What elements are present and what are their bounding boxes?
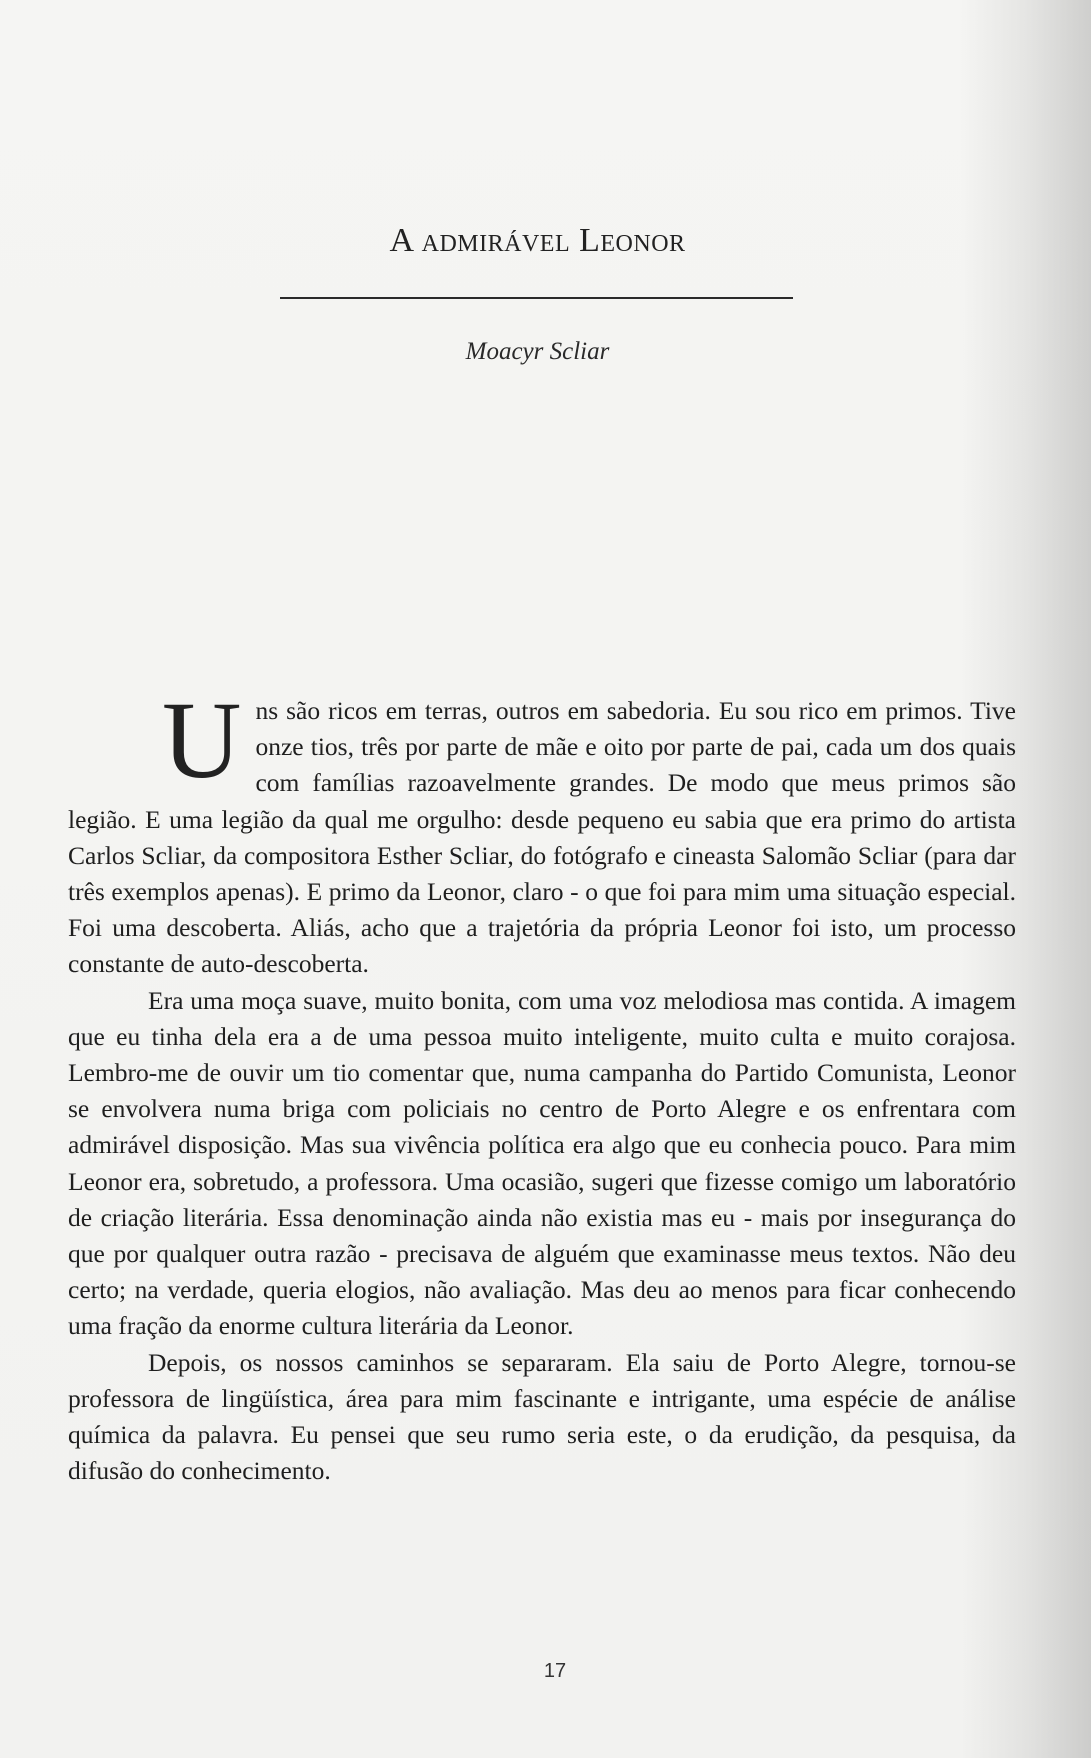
chapter-title: A admirável Leonor xyxy=(389,222,686,259)
paragraph-1-text: ns são ricos em terras, outros em sabedoria. Eu sou rico em primos. Tive onze tios, três por parte de mãe e oito por parte de pai, cada um dos quais com famílias razoavelmente grandes. De modo que meus primos são legião. E uma legião da qual me orgulho: desde pequeno eu sabia que era primo do artista Carlos Scliar, da compositora Esther Scliar, do fotógrafo e cineasta Salomão Scliar (para dar três exemplos apenas). E primo da Leonor, claro - o que foi para mim uma situação especial. Foi uma descoberta. Aliás, acho que a trajetória da própria Leonor foi isto, um processo constante de auto-descoberta. xyxy=(68,696,1016,979)
paragraph-3: Depois, os nossos caminhos se separaram. Ela saiu de Porto Alegre, tornou-se professora de lingüística, área para mim fascinante e intrigante, uma espécie de análise química da palavra. Eu pensei que seu rumo seria este, o da erudição, da pesquisa, da difusão do conhecimento. xyxy=(68,1347,1016,1486)
chapter-body xyxy=(68,679,1016,1489)
chapter-author: Moacyr Scliar xyxy=(465,338,610,365)
drop-cap: U xyxy=(162,679,242,801)
paragraph-2: Era uma moça suave, muito bonita, com uma voz melodiosa mas contida. A imagem que eu tinha dela era a de uma pessoa muito inteligente, muito culta e muito corajosa. Lembro-me de ouvir um tio comentar que, numa campanha do Partido Comunista, Leonor se envolvera numa briga com policiais no centro de Porto Alegre e os enfrentara com admirável disposição. Mas sua vivência política era algo que eu conhecia pouco. Para mim Leonor era, sobretudo, a professora. Uma ocasião, sugeri que fizesse comigo um laboratório de criação literária. Essa denominação ainda não existia mas eu - mais por insegurança do que por qualquer outra razão - precisava de alguém que examinasse meus textos. Não deu certo; na verdade, queria elogios, não avaliação. Mas deu ao menos para ficar conhecendo uma fração da enorme cultura literária da Leonor. xyxy=(68,985,1016,1341)
paragraph-1 xyxy=(68,679,1016,983)
title-divider xyxy=(280,297,793,299)
page-number: 17 xyxy=(543,1660,567,1682)
